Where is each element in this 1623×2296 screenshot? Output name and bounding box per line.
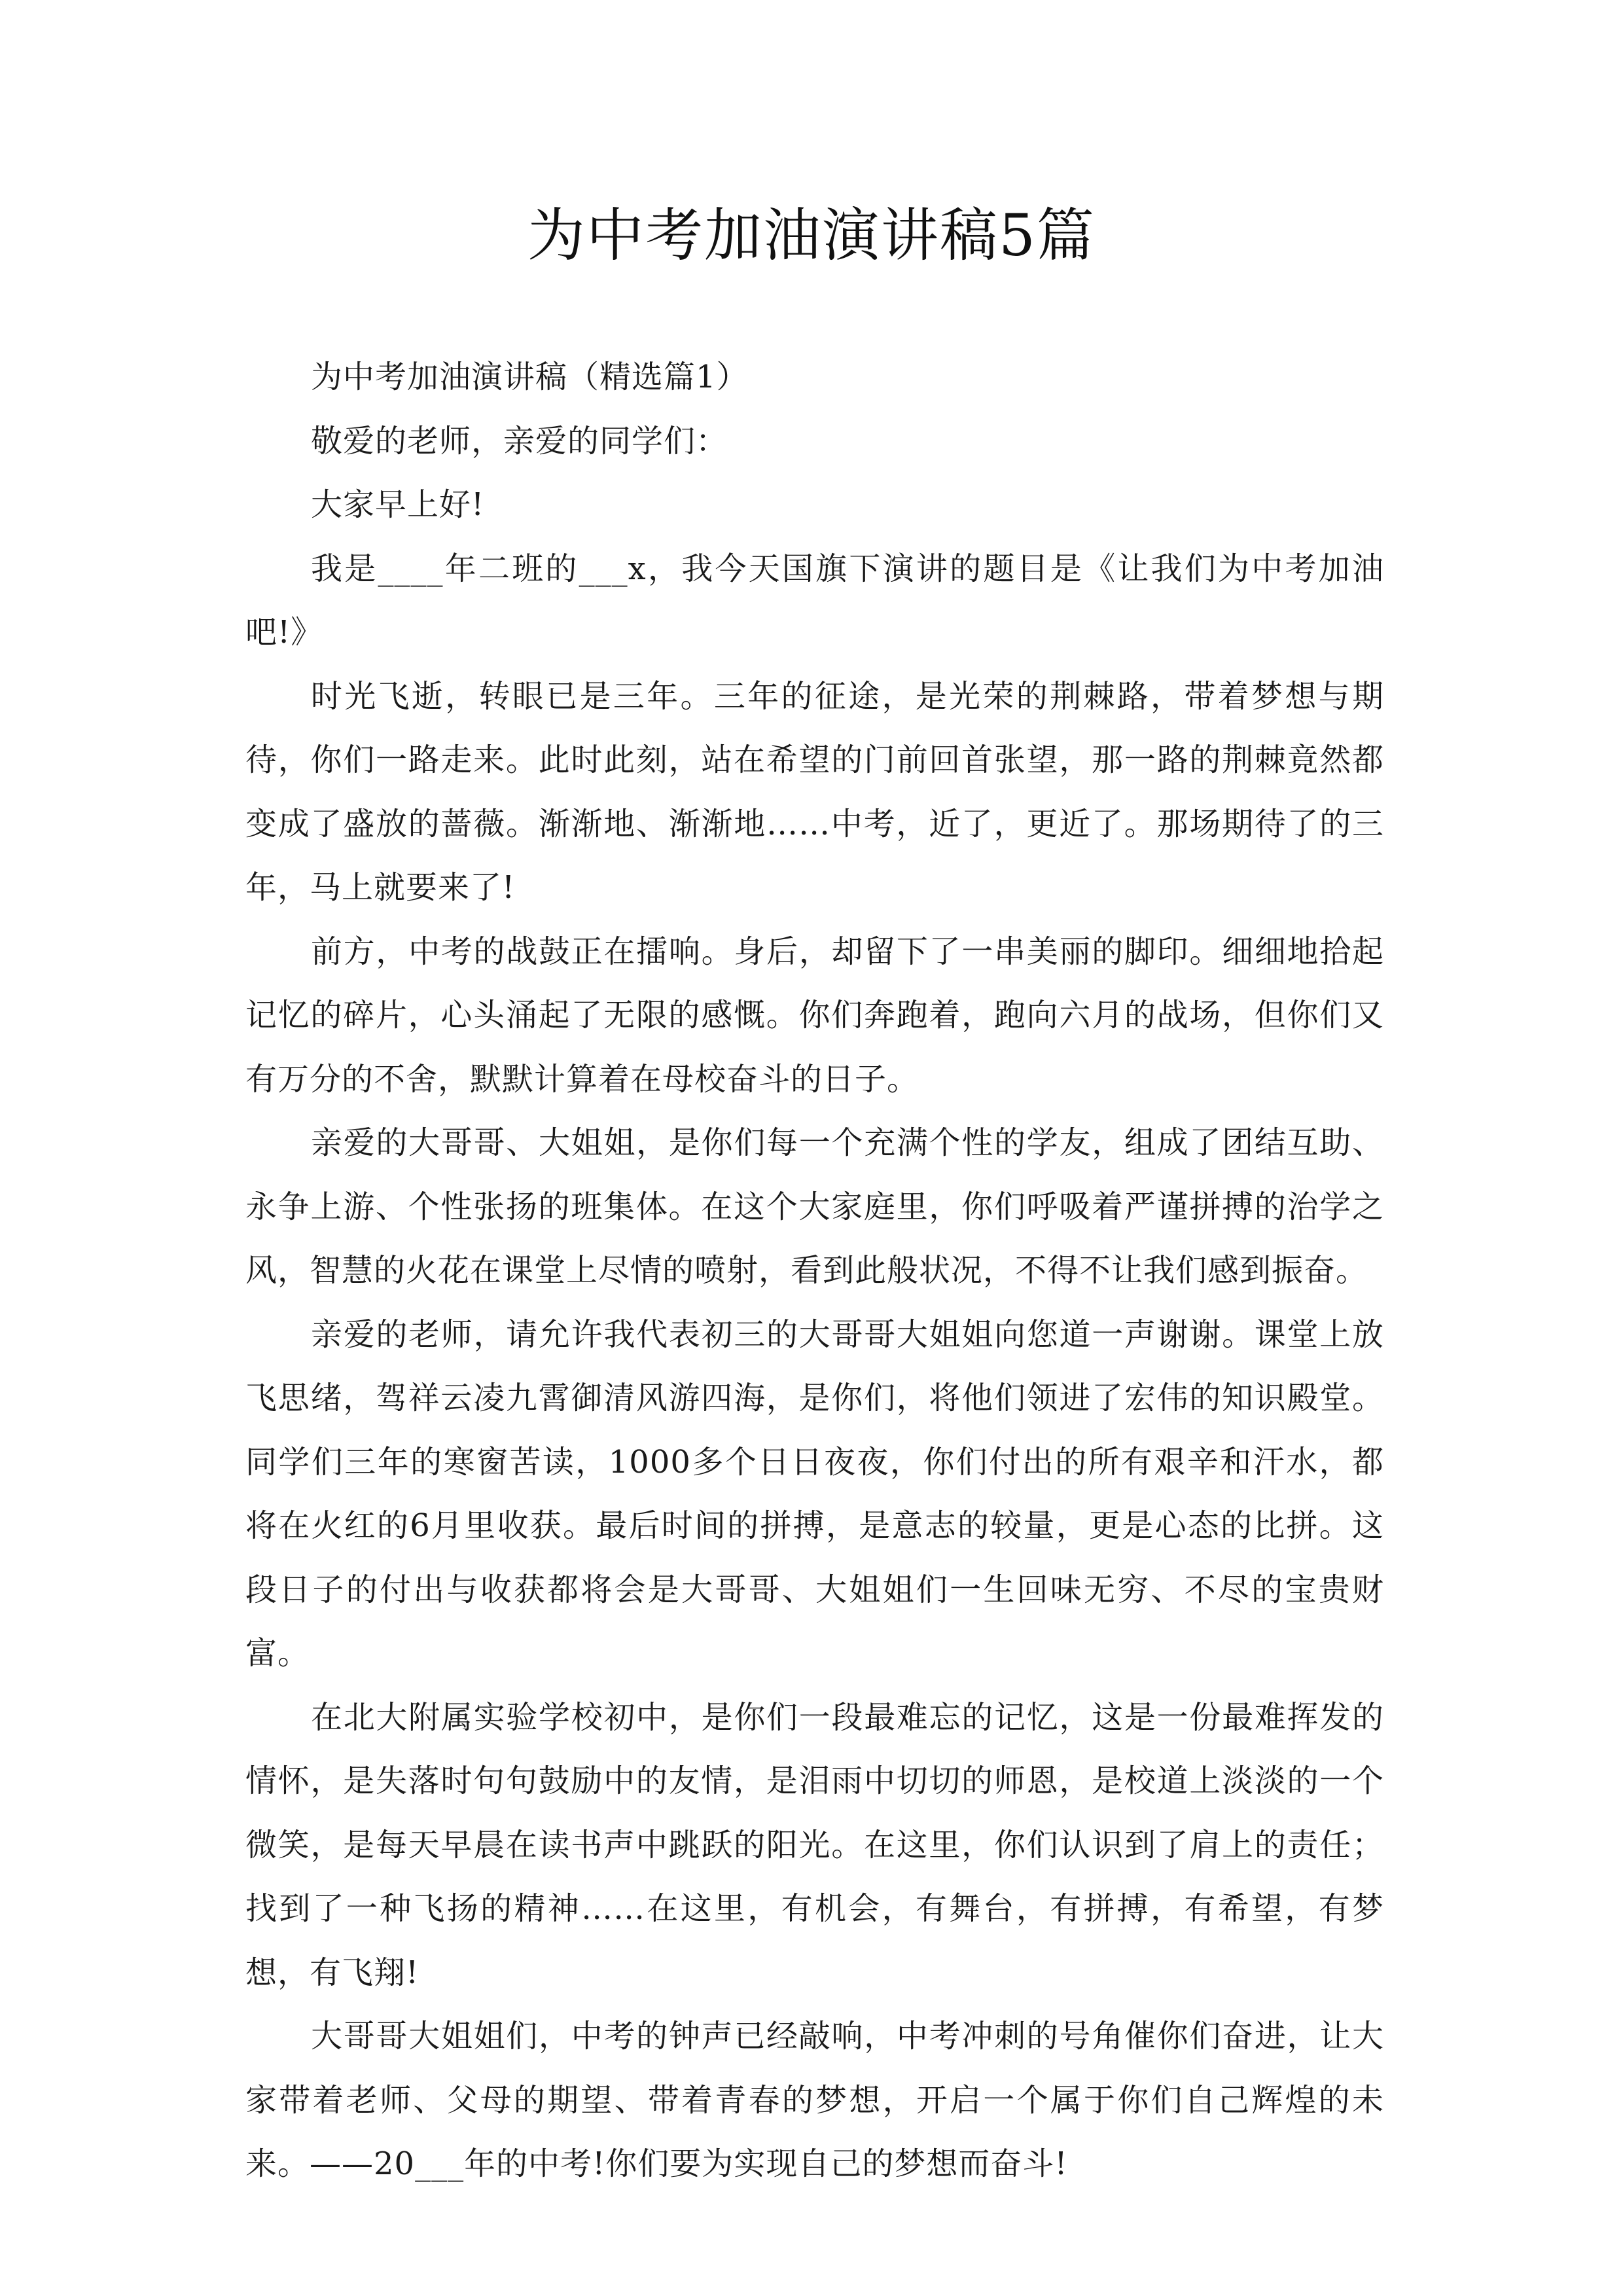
body-paragraph: 亲爱的大哥哥、大姐姐，是你们每一个充满个性的学友，组成了团结互助、永争上游、个性张扬的班集体。在这个大家庭里，你们呼吸着严谨拼搏的治学之风，智慧的火花在课堂上尽情的喷射，看到此般状况，不得不让我们感到振奋。	[245, 1124, 1384, 1289]
section-heading: 为中考加油演讲稿（精选篇1）	[311, 359, 749, 395]
document-title: 为中考加油演讲稿5篇	[527, 202, 1096, 269]
greeting: 大家早上好!	[311, 486, 485, 523]
body-paragraph: 时光飞逝，转眼已是三年。三年的征途，是光荣的荆棘路，带着梦想与期待，你们一路走来。此时此刻，站在希望的门前回首张望，那一路的荆棘竟然都变成了盛放的蔷薇。渐渐地、渐渐地……中考，近了，更近了。那场期待了的三年，马上就要来了!	[245, 677, 1384, 906]
body-paragraph: 亲爱的老师，请允许我代表初三的大哥哥大姐姐向您道一声谢谢。课堂上放飞思绪，驾祥云凌九霄御清风游四海，是你们，将他们领进了宏伟的知识殿堂。同学们三年的寒窗苦读，1000多个日日夜夜，你们付出的所有艰辛和汗水，都将在火红的6月里收获。最后时间的拼搏，是意志的较量，更是心态的比拼。这段日子的付出与收获都将会是大哥哥、大姐姐们一生回味无穷、不尽的宝贵财富。	[245, 1316, 1384, 1672]
speaker-intro: 我是____年二班的___x，我今天国旗下演讲的题目是《让我们为中考加油吧!》	[245, 550, 1384, 651]
body-paragraph: 大哥哥大姐姐们，中考的钟声已经敲响，中考冲刺的号角催你们奋进，让大家带着老师、父母的期望、带着青春的梦想，开启一个属于你们自己辉煌的未来。——20___年的中考!你们要为实现自己的梦想而奋斗!	[245, 2018, 1384, 2182]
salutation: 敬爱的老师，亲爱的同学们：	[311, 422, 728, 459]
body-paragraph: 前方，中考的战鼓正在擂响。身后，却留下了一串美丽的脚印。细细地拾起记忆的碎片，心头涌起了无限的感慨。你们奔跑着，跑向六月的战场，但你们又有万分的不舍，默默计算着在母校奋斗的日子。	[245, 933, 1384, 1098]
body-paragraph: 在北大附属实验学校初中，是你们一段最难忘的记忆，这是一份最难挥发的情怀，是失落时句句鼓励中的友情，是泪雨中切切的师恩，是校道上淡淡的一个微笑，是每天早晨在读书声中跳跃的阳光。在这里，你们认识到了肩上的责任；找到了一种飞扬的精神……在这里，有机会，有舞台，有拼搏，有希望，有梦想，有飞翔!	[245, 1698, 1384, 1991]
document-body	[245, 346, 1384, 2197]
